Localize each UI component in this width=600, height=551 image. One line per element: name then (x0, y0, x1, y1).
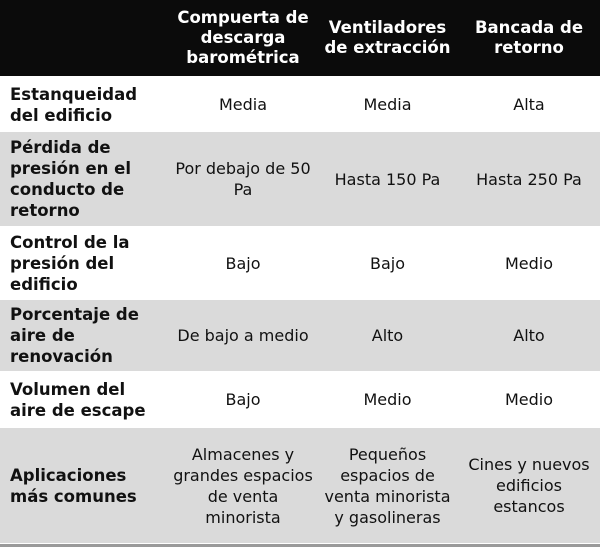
table-cell: Alto (317, 300, 458, 374)
table-row (0, 374, 600, 428)
table-cell: Bajo (317, 229, 458, 300)
row-label: Porcentaje de aire de renovación (0, 300, 169, 374)
table-cell: Hasta 250 Pa (458, 132, 600, 229)
row-label: Volumen del aire de escape (0, 374, 169, 428)
column-header-barometric-damper: Compuerta de descarga barométrica (169, 0, 317, 80)
column-header-exhaust-fans: Ventiladores de extracción (317, 0, 458, 80)
table-cell: Medio (458, 229, 600, 300)
column-header-return-fan: Bancada de retorno (458, 0, 600, 80)
table-cell: Cines y nuevos edificios estancos (458, 428, 600, 546)
table-row (0, 80, 600, 132)
table-row (0, 132, 600, 229)
table-row (0, 229, 600, 300)
row-label: Pérdida de presión en el conducto de retorno (0, 132, 169, 229)
table-cell: Media (169, 80, 317, 132)
table-row (0, 428, 600, 546)
table-cell: Almacenes y grandes espacios de venta minorista (169, 428, 317, 546)
table-cell: Pequeños espacios de venta minorista y gasolineras (317, 428, 458, 546)
header-row (0, 0, 600, 80)
table-cell: Bajo (169, 229, 317, 300)
row-label: Aplicaciones más comunes (0, 428, 169, 546)
table-cell: Media (317, 80, 458, 132)
row-label: Control de la presión del edificio (0, 229, 169, 300)
table-row (0, 300, 600, 374)
table-cell: Alto (458, 300, 600, 374)
table-cell: Medio (458, 374, 600, 428)
header-corner-cell (0, 0, 169, 80)
row-label: Estanqueidad del edificio (0, 80, 169, 132)
table-cell: Hasta 150 Pa (317, 132, 458, 229)
table-cell: Medio (317, 374, 458, 428)
table-cell: Por debajo de 50 Pa (169, 132, 317, 229)
table-cell: De bajo a medio (169, 300, 317, 374)
table-cell: Bajo (169, 374, 317, 428)
table-bottom-rule (0, 544, 600, 547)
table-cell: Alta (458, 80, 600, 132)
